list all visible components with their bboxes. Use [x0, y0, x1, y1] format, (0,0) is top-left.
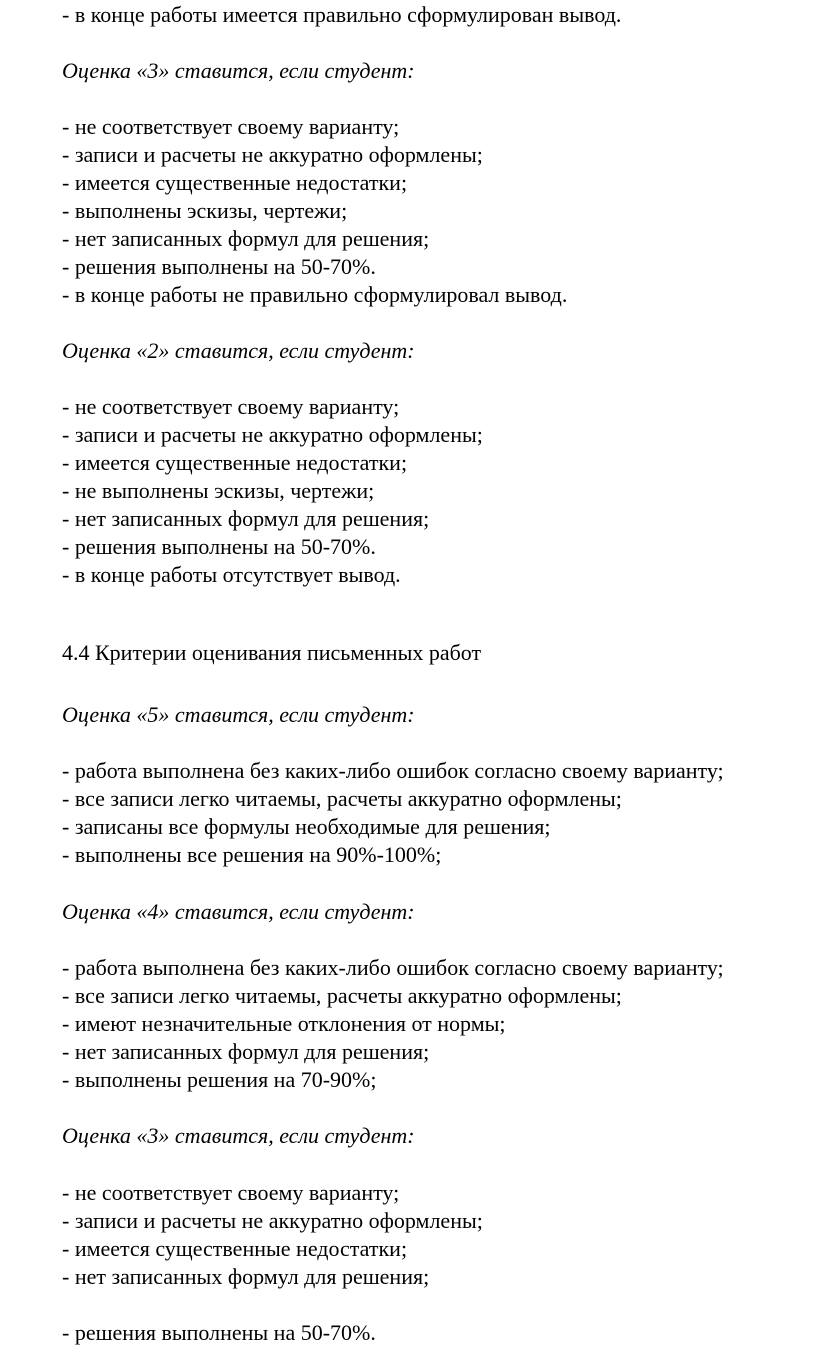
list-item: - не соответствует своему варианту;: [62, 394, 400, 419]
list-item: - имеется существенные недостатки;: [62, 450, 408, 475]
list-item: - работа выполнена без каких-либо ошибок согласно своему варианту;: [62, 758, 724, 783]
list-item: - в конце работы не правильно сформулировал вывод.: [62, 282, 568, 307]
list-item: - решения выполнены на 50-70%.: [62, 254, 376, 279]
list-item: - нет записанных формул для решения;: [62, 226, 430, 251]
list-item: - имеется существенные недостатки;: [62, 1236, 408, 1261]
list-item: - выполнены решения на 70-90%;: [62, 1067, 377, 1092]
grade-3-heading: Оценка «3» ставится, если студент:: [62, 1123, 415, 1148]
list-item: - имеют незначительные отклонения от нормы;: [62, 1011, 506, 1036]
list-item: - работа выполнена без каких-либо ошибок согласно своему варианту;: [62, 955, 724, 980]
section-title: 4.4 Критерии оценивания письменных работ: [62, 640, 482, 665]
list-item: - выполнены эскизы, чертежи;: [62, 198, 348, 223]
grade-3-heading: Оценка «3» ставится, если студент:: [62, 58, 415, 83]
conclusion-line: - в конце работы имеется правильно сформулирован вывод.: [62, 2, 622, 27]
list-item: - имеется существенные недостатки;: [62, 170, 408, 195]
grade-2-heading: Оценка «2» ставится, если студент:: [62, 338, 415, 363]
list-item: - не выполнены эскизы, чертежи;: [62, 478, 375, 503]
list-item: - записи и расчеты не аккуратно оформлены;: [62, 1208, 483, 1233]
list-item: - нет записанных формул для решения;: [62, 1039, 430, 1064]
list-item: - нет записанных формул для решения;: [62, 506, 430, 531]
list-item: - решения выполнены на 50-70%.: [62, 1320, 376, 1345]
list-item: - нет записанных формул для решения;: [62, 1264, 430, 1289]
list-item: - выполнены все решения на 90%-100%;: [62, 842, 442, 867]
grade-4-heading: Оценка «4» ставится, если студент:: [62, 899, 415, 924]
list-item: - все записи легко читаемы, расчеты аккуратно оформлены;: [62, 983, 622, 1008]
list-item: - все записи легко читаемы, расчеты аккуратно оформлены;: [62, 786, 622, 811]
list-item: - записаны все формулы необходимые для решения;: [62, 814, 551, 839]
grade-5-heading: Оценка «5» ставится, если студент:: [62, 702, 415, 727]
list-item: - не соответствует своему варианту;: [62, 1180, 400, 1205]
list-item: - записи и расчеты не аккуратно оформлены;: [62, 422, 483, 447]
list-item: - решения выполнены на 50-70%.: [62, 534, 376, 559]
list-item: - записи и расчеты не аккуратно оформлены;: [62, 142, 483, 167]
list-item: - не соответствует своему варианту;: [62, 114, 400, 139]
list-item: - в конце работы отсутствует вывод.: [62, 562, 401, 587]
